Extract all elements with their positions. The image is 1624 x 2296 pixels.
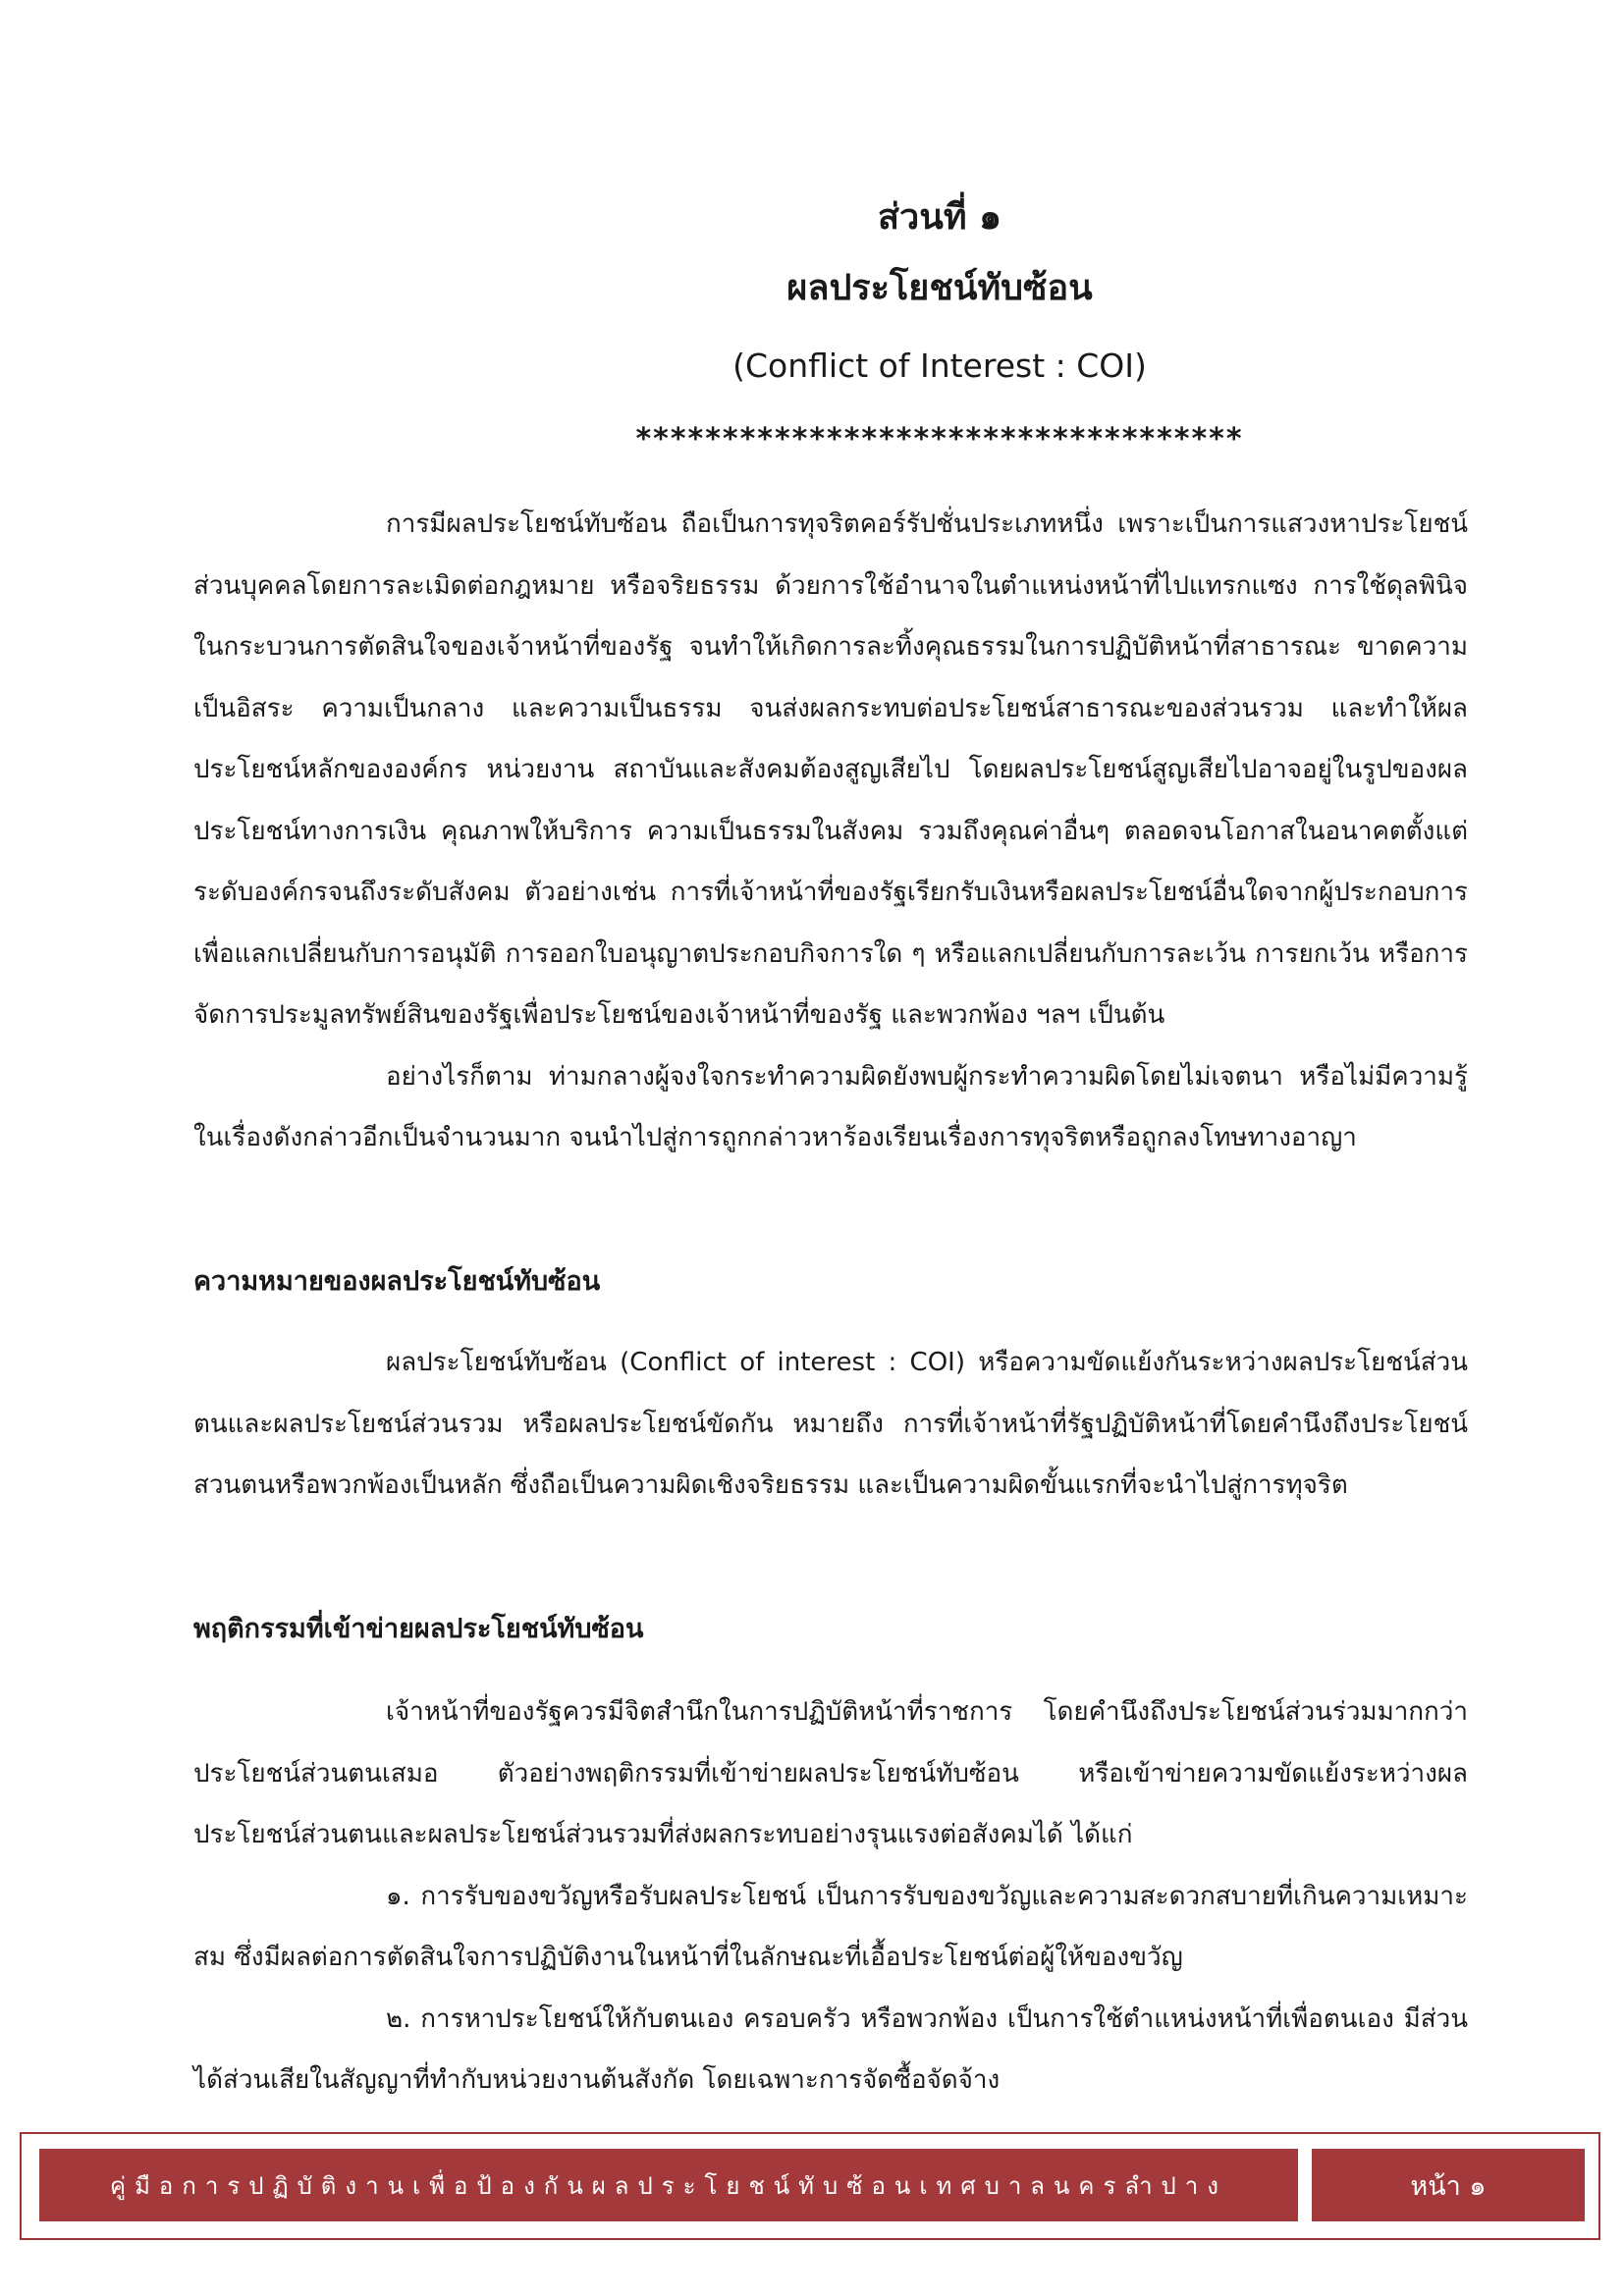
intro-section bbox=[193, 494, 1468, 1169]
star-divider: *********************************** bbox=[635, 422, 1244, 456]
intro-paragraph: การมีผลประโยชน์ทับซ้อน ถือเป็นการทุจริตคอร์รัปชั่นประเภทหนึ่ง เพราะเป็นการแสวงหาประโยชน์ส่วนบุคคลโดยการละเมิดต่อกฎหมาย หรือจริยธรรม ด้วยการใช้อำนาจในตำแหน่งหน้าที่ไปแทรกแซง การใช้ดุลพินิจในกระบวนการตัดสินใจของเจ้าหน้าที่ของรัฐ จนทำให้เกิดการละทิ้งคุณธรรมในการปฏิบัติหน้าที่สาธารณะ ขาดความเป็นอิสระ ความเป็นกลาง และความเป็นธรรม จนส่งผลกระทบต่อประโยชน์สาธารณะของส่วนรวม และทำให้ผลประโยชน์หลักขององค์กร หน่วยงาน สถาบันและสังคมต้องสูญเสียไป โดยผลประโยชน์สูญเสียไปอาจอยู่ในรูปของผลประโยชน์ทางการเงิน คุณภาพให้บริการ ความเป็นธรรมในสังคม รวมถึงคุณค่าอื่นๆ ตลอดจนโอกาสในอนาคตตั้งแต่ระดับองค์กรจนถึงระดับสังคม ตัวอย่างเช่น การที่เจ้าหน้าที่ของรัฐเรียกรับเงินหรือผลประโยชน์อื่นใดจากผู้ประกอบการเพื่อแลกเปลี่ยนกับการอนุมัติ การออกใบอนุญาตประกอบกิจการใด ๆ หรือแลกเปลี่ยนกับการละเว้น การยกเว้น หรือการจัดการประมูลทรัพย์สินของรัฐเพื่อประโยชน์ของเจ้าหน้าที่ของรัฐ และพวกพ้อง ฯลฯ เป็นต้น bbox=[193, 509, 1468, 1030]
meaning-paragraph: ผลประโยชน์ทับซ้อน (Conflict of interest : COI) หรือความขัดแย้งกันระหว่างผลประโยชน์ส่วนตนและผลประโยชน์ส่วนรวม หรือผลประโยชน์ขัดกัน หมายถึง การที่เจ้าหน้าที่รัฐปฏิบัติหน้าที่โดยคำนึงถึงประโยชน์สวนตนหรือพวกพ้องเป็นหลัก ซึ่งถือเป็นความผิดเชิงจริยธรรม และเป็นความผิดขั้นแรกที่จะนำไปสู่การทุจริต bbox=[193, 1348, 1468, 1500]
footer-manual-title: คู่มือการปฏิบัติงานเพื่อป้องกันผลประโยชน์ทับซ้อนเทศบาลนครลำปาง bbox=[39, 2149, 1298, 2221]
behavior-paragraph: เจ้าหน้าที่ของรัฐควรมีจิตสำนึกในการปฏิบัติหน้าที่ราชการ โดยคำนึงถึงประโยชน์ส่วนร่วมมากกว่าประโยชน์ส่วนตนเสมอ ตัวอย่างพฤติกรรมที่เข้าข่ายผลประโยชน์ทับซ้อน หรือเข้าข่ายความขัดแย้งระหว่างผลประโยชน์ส่วนตนและผลประโยชน์ส่วนรวมที่ส่งผลกระทบอย่างรุนแรงต่อสังคมได้ ได้แก่ bbox=[193, 1697, 1468, 1849]
meaning-section bbox=[193, 1332, 1468, 1517]
behavior-item-2: ๒. การหาประโยชน์ให้กับตนเอง ครอบครัว หรือพวกพ้อง เป็นการใช้ตำแหน่งหน้าที่เพื่อตนเอง มีส่วนได้ส่วนเสียในสัญญาที่ทำกับหน่วยงานต้นสังกัด โดยเฉพาะการจัดซื้อจัดจ้าง bbox=[193, 2003, 1468, 2095]
page-title: ผลประโยชน์ทับซ้อน bbox=[786, 268, 1093, 308]
behavior-item-1: ๑. การรับของขวัญหรือรับผลประโยชน์ เป็นการรับของขวัญและความสะดวกสบายที่เกินความเหมาะสม ซึ่งมีผลต่อการตัดสินใจการปฏิบัติงานในหน้าที่ในลักษณะที่เอื้อประโยชน์ต่อผู้ให้ของขวัญ bbox=[193, 1881, 1468, 1972]
footer-page-number: หน้า ๑ bbox=[1312, 2149, 1585, 2221]
part-number: ส่วนที่ ๑ bbox=[878, 197, 1001, 238]
behavior-heading: พฤติกรรมที่เข้าข่ายผลประโยชน์ทับซ้อน bbox=[193, 1614, 644, 1644]
intro-paragraph-2: อย่างไรก็ตาม ท่ามกลางผู้จงใจกระทำความผิดยังพบผู้กระทำความผิดโดยไม่เจตนา หรือไม่มีความรู้ในเรื่องดังกล่าวอีกเป็นจำนวนมาก จนนำไปสู่การถูกกล่าวหาร้องเรียนเรื่องการทุจริตหรือถูกลงโทษทางอาญา bbox=[193, 1061, 1468, 1152]
behavior-section bbox=[193, 1682, 1468, 2111]
meaning-heading: ความหมายของผลประโยชน์ทับซ้อน bbox=[193, 1266, 601, 1297]
page-subtitle: (Conflict of Interest : COI) bbox=[732, 347, 1147, 385]
